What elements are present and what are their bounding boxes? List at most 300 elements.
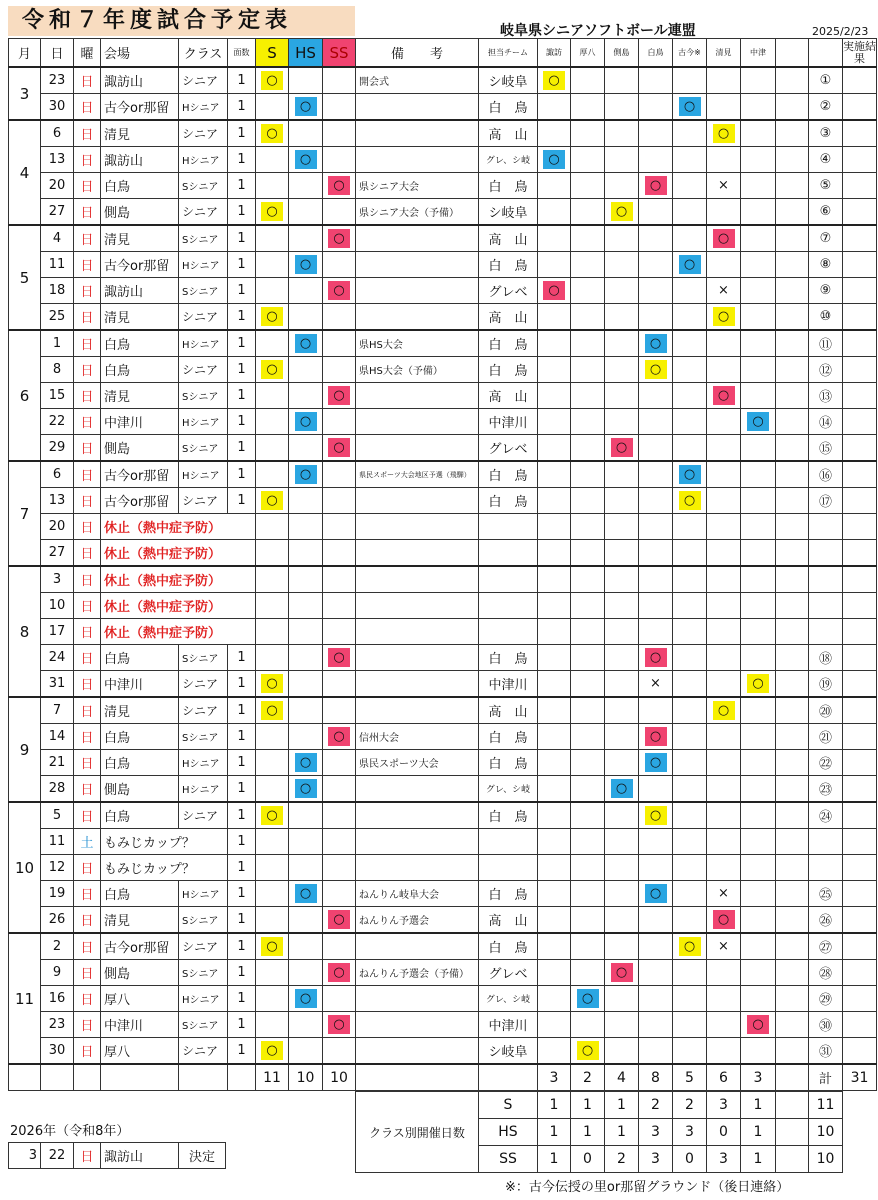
circle-mark-icon: ○ [261, 307, 283, 326]
venue-mark-cell [571, 435, 605, 462]
empty-cell [776, 645, 809, 671]
summary-value: 2 [605, 1146, 639, 1173]
venue-mark-cell [707, 225, 741, 252]
venue-mark-cell [538, 488, 571, 514]
venue-cell: 古今or那留 [101, 933, 179, 960]
empty-cell [776, 881, 809, 907]
class-s-cell [256, 67, 289, 94]
venue-mark-cell [707, 1012, 741, 1038]
weekday-cell: 日 [74, 933, 101, 960]
empty-cell [538, 619, 571, 645]
venue-mark-cell [741, 986, 776, 1012]
weekday-cell: 日 [74, 488, 101, 514]
game-number-cell: ⑨ [809, 278, 843, 304]
schedule-row [9, 986, 877, 1012]
venue-cell: 白鳥 [101, 724, 179, 750]
summary-total: 10 [809, 1146, 843, 1173]
empty-cell [673, 619, 707, 645]
venue-mark-cell [673, 907, 707, 934]
class-ss-cell [323, 776, 356, 803]
summary-class: SS [479, 1146, 538, 1173]
empty-cell [843, 540, 877, 567]
empty-cell [571, 829, 605, 855]
venue-mark-cell [639, 907, 673, 934]
day-cell: 6 [41, 461, 74, 488]
summary-value: 3 [707, 1092, 741, 1119]
circle-mark-icon: ○ [747, 674, 769, 693]
class-ss-cell [323, 802, 356, 829]
class-s-cell [256, 147, 289, 173]
schedule-row [9, 199, 877, 226]
circle-mark-icon: ○ [261, 491, 283, 510]
result-cell [843, 671, 877, 698]
class-cell: Hシニア [179, 409, 228, 435]
class-s-cell [256, 330, 289, 357]
empty-cell [228, 1064, 256, 1091]
class-s-cell [256, 225, 289, 252]
column-header [809, 39, 843, 68]
courts-cell: 1 [228, 697, 256, 724]
courts-cell: 1 [228, 802, 256, 829]
team-cell: 白 鳥 [479, 750, 538, 776]
class-s-cell [256, 933, 289, 960]
weekday-cell: 日 [74, 357, 101, 383]
class-ss-cell [323, 67, 356, 94]
empty-cell [673, 855, 707, 881]
venue-mark-cell [639, 383, 673, 409]
day-cell: 9 [41, 960, 74, 986]
class-hs-cell [289, 330, 323, 357]
column-header: SS [323, 39, 356, 68]
day-cell: 5 [41, 802, 74, 829]
circle-mark-icon: ○ [713, 910, 735, 929]
day-cell: 18 [41, 278, 74, 304]
game-number-cell: ⑯ [809, 461, 843, 488]
cross-mark-icon: × [718, 939, 729, 954]
venue-mark-cell [639, 645, 673, 671]
class-s-cell [256, 1038, 289, 1065]
venue-mark-cell [673, 67, 707, 94]
courts-cell: 1 [228, 173, 256, 199]
venue-mark-cell [707, 1038, 741, 1065]
summary-value: 3 [707, 1146, 741, 1173]
result-cell [843, 881, 877, 907]
day-cell: 21 [41, 750, 74, 776]
class-ss-cell [323, 750, 356, 776]
class-ss-cell [323, 252, 356, 278]
day-cell: 28 [41, 776, 74, 803]
class-ss-cell [323, 199, 356, 226]
class-hs-cell [289, 120, 323, 147]
empty-cell [323, 593, 356, 619]
circle-mark-icon: ○ [261, 360, 283, 379]
venue-mark-cell [605, 776, 639, 803]
class-cell: シニア [179, 357, 228, 383]
rest-note: 休止（熱中症予防） [101, 514, 256, 540]
circle-mark-icon: ○ [328, 963, 350, 982]
venue-mark-cell [741, 697, 776, 724]
empty-cell [289, 514, 323, 540]
result-cell [843, 986, 877, 1012]
schedule-row [9, 383, 877, 409]
total-label: 計 [809, 1064, 843, 1091]
column-header: 古今※ [673, 39, 707, 68]
empty-cell [776, 120, 809, 147]
empty-cell [776, 304, 809, 331]
result-cell [843, 120, 877, 147]
note-cell [356, 120, 479, 147]
game-number-cell: ⑤ [809, 173, 843, 199]
schedule-row [9, 645, 877, 671]
weekday-cell: 日 [74, 514, 101, 540]
class-cell: シニア [179, 199, 228, 226]
class-hs-cell [289, 225, 323, 252]
empty-cell [179, 1064, 228, 1091]
venue-cell: 厚八 [101, 986, 179, 1012]
result-cell [843, 724, 877, 750]
venue-cell: 古今or那留 [101, 94, 179, 121]
team-cell: 白 鳥 [479, 488, 538, 514]
venue-mark-cell [571, 94, 605, 121]
schedule-row [9, 278, 877, 304]
circle-mark-icon: ○ [328, 386, 350, 405]
venue-cell: 清見 [101, 697, 179, 724]
summary-value: 3 [639, 1146, 673, 1173]
venue-mark-cell [538, 645, 571, 671]
venue-mark-cell [707, 67, 741, 94]
empty-cell [776, 1119, 809, 1146]
note-cell [356, 1038, 479, 1065]
note-cell [356, 802, 479, 829]
class-cell: Hシニア [179, 252, 228, 278]
venue-cell: 中津川 [101, 409, 179, 435]
empty-cell [639, 855, 673, 881]
empty-cell [538, 829, 571, 855]
circle-mark-icon: ○ [713, 124, 735, 143]
circle-mark-icon: ○ [328, 281, 350, 300]
empty-cell [356, 855, 479, 881]
note-cell [356, 1012, 479, 1038]
venue-mark-cell [673, 225, 707, 252]
class-s-cell [256, 357, 289, 383]
empty-cell [101, 1064, 179, 1091]
day-cell: 23 [41, 67, 74, 94]
result-cell [843, 802, 877, 829]
venue-mark-cell [741, 907, 776, 934]
empty-cell [571, 514, 605, 540]
game-number-cell: ㉕ [809, 881, 843, 907]
venue-mark-cell [571, 802, 605, 829]
circle-mark-icon: ○ [645, 334, 667, 353]
class-hs-cell [289, 488, 323, 514]
class-s-cell [256, 776, 289, 803]
class-cell: Sシニア [179, 435, 228, 462]
venue-mark-cell [571, 67, 605, 94]
venue-mark-cell [741, 881, 776, 907]
day-cell: 11 [41, 829, 74, 855]
rest-note: 休止（熱中症予防） [101, 593, 256, 619]
circle-mark-icon: ○ [295, 412, 317, 431]
result-cell [843, 67, 877, 94]
result-cell [843, 488, 877, 514]
venue-mark-cell [741, 147, 776, 173]
venue-mark-cell [605, 488, 639, 514]
schedule-row [9, 855, 877, 881]
venue-mark-cell [741, 173, 776, 199]
class-ss-cell [323, 697, 356, 724]
venue-mark-cell [707, 933, 741, 960]
class-hs-cell [289, 199, 323, 226]
class-s-cell [256, 960, 289, 986]
schedule-row [9, 357, 877, 383]
venue-cell: 中津川 [101, 671, 179, 698]
venue-cell: 清見 [101, 304, 179, 331]
schedule-row [9, 514, 877, 540]
class-hs-cell [289, 671, 323, 698]
venue-mark-cell [741, 330, 776, 357]
day-cell: 8 [41, 357, 74, 383]
venue-mark-cell [639, 986, 673, 1012]
weekday-cell: 日 [74, 94, 101, 121]
empty-cell [741, 540, 776, 567]
venue-mark-cell [707, 199, 741, 226]
game-number-cell: ④ [809, 147, 843, 173]
venue-mark-cell [673, 120, 707, 147]
class-hs-cell [289, 461, 323, 488]
weekday-cell: 日 [74, 855, 101, 881]
team-cell: 高 山 [479, 120, 538, 147]
class-s-cell [256, 461, 289, 488]
result-cell [843, 409, 877, 435]
empty-cell [639, 540, 673, 567]
summary-value: 1 [571, 1092, 605, 1119]
courts-cell: 1 [228, 986, 256, 1012]
circle-mark-icon: ○ [261, 1041, 283, 1060]
day-cell: 13 [41, 147, 74, 173]
empty-cell [776, 933, 809, 960]
empty-cell [356, 619, 479, 645]
column-header: 側島 [605, 39, 639, 68]
empty-cell [289, 566, 323, 593]
venue-mark-cell [639, 960, 673, 986]
empty-cell [843, 829, 877, 855]
schedule-row [9, 881, 877, 907]
courts-cell: 1 [228, 199, 256, 226]
weekday-cell: 日 [74, 619, 101, 645]
summary-value: 0 [673, 1146, 707, 1173]
day-cell: 29 [41, 435, 74, 462]
weekday-cell: 日 [74, 1143, 101, 1169]
team-cell: グレ、シ岐 [479, 986, 538, 1012]
team-cell: 白 鳥 [479, 94, 538, 121]
venue-mark-cell [673, 199, 707, 226]
class-s-cell [256, 488, 289, 514]
empty-cell [707, 593, 741, 619]
courts-cell: 1 [228, 907, 256, 934]
class-ss-cell [323, 881, 356, 907]
venue-cell: 白鳥 [101, 750, 179, 776]
day-cell: 30 [41, 1038, 74, 1065]
empty-cell [256, 540, 289, 567]
venue-cell: 古今or那留 [101, 461, 179, 488]
day-cell: 13 [41, 488, 74, 514]
venue-mark-cell [673, 94, 707, 121]
empty-cell [776, 461, 809, 488]
schedule-row [9, 147, 877, 173]
venue-cell: 白鳥 [101, 173, 179, 199]
weekday-cell: 土 [74, 829, 101, 855]
empty-cell [776, 566, 809, 593]
venue-mark-cell [741, 435, 776, 462]
summary-value: 1 [605, 1119, 639, 1146]
class-cell: シニア [179, 120, 228, 147]
weekday-cell: 日 [74, 330, 101, 357]
circle-mark-icon: ○ [611, 438, 633, 457]
class-hs-cell [289, 960, 323, 986]
class-s-cell [256, 671, 289, 698]
empty-cell [809, 829, 843, 855]
team-cell: 中津川 [479, 671, 538, 698]
header-row [9, 39, 877, 68]
venue-total: 4 [605, 1064, 639, 1091]
class-ss-cell [323, 724, 356, 750]
team-cell: 白 鳥 [479, 252, 538, 278]
venue-mark-cell [538, 724, 571, 750]
schedule-row [9, 750, 877, 776]
empty-cell [809, 619, 843, 645]
weekday-cell: 日 [74, 960, 101, 986]
venue-mark-cell [673, 147, 707, 173]
weekday-cell: 日 [74, 671, 101, 698]
empty-cell [639, 619, 673, 645]
class-hs-cell [289, 173, 323, 199]
venue-mark-cell [673, 383, 707, 409]
note-cell [356, 147, 479, 173]
venue-mark-cell [707, 671, 741, 698]
venue-mark-cell [538, 278, 571, 304]
circle-mark-icon: ○ [645, 806, 667, 825]
schedule-row [9, 566, 877, 593]
empty-cell [605, 619, 639, 645]
venue-cell: 諏訪山 [101, 147, 179, 173]
summary-total: 10 [809, 1119, 843, 1146]
venue-mark-cell [605, 94, 639, 121]
team-cell: シ岐阜 [479, 1038, 538, 1065]
venue-mark-cell [673, 697, 707, 724]
circle-mark-icon: ○ [747, 412, 769, 431]
result-cell [843, 304, 877, 331]
circle-mark-icon: ○ [295, 150, 317, 169]
team-cell: グレベ [479, 435, 538, 462]
weekday-cell: 日 [74, 383, 101, 409]
venue-cell: 側島 [101, 960, 179, 986]
courts-cell: 1 [228, 881, 256, 907]
venue-mark-cell [571, 907, 605, 934]
circle-mark-icon: ○ [611, 779, 633, 798]
class-summary-table [355, 1091, 843, 1173]
courts-cell: 1 [228, 671, 256, 698]
empty-cell [538, 855, 571, 881]
empty-cell [673, 593, 707, 619]
venue-mark-cell [605, 986, 639, 1012]
empty-cell [538, 566, 571, 593]
class-cell: Hシニア [179, 881, 228, 907]
empty-cell [776, 776, 809, 803]
month-cell: 10 [9, 802, 41, 933]
venue-mark-cell [538, 750, 571, 776]
note-cell [356, 986, 479, 1012]
venue-mark-cell [707, 461, 741, 488]
class-hs-cell [289, 1012, 323, 1038]
day-cell: 17 [41, 619, 74, 645]
empty-cell [323, 540, 356, 567]
venue-mark-cell [741, 776, 776, 803]
venue-mark-cell [538, 1038, 571, 1065]
class-cell: シニア [179, 304, 228, 331]
circle-mark-icon: ○ [577, 989, 599, 1008]
class-ss-cell [323, 225, 356, 252]
circle-mark-icon: ○ [611, 963, 633, 982]
empty-cell [776, 697, 809, 724]
game-number-cell: ⑬ [809, 383, 843, 409]
total-hs: 10 [289, 1064, 323, 1091]
next-year-label: 2026年（令和8年） [10, 1124, 130, 1139]
empty-cell [605, 855, 639, 881]
empty-cell [256, 566, 289, 593]
class-cell: Hシニア [179, 461, 228, 488]
grand-total: 31 [843, 1064, 877, 1091]
venue-mark-cell [605, 933, 639, 960]
class-s-cell [256, 750, 289, 776]
venue-mark-cell [707, 960, 741, 986]
venue-mark-cell [605, 120, 639, 147]
note-cell [356, 225, 479, 252]
day-cell: 30 [41, 94, 74, 121]
class-cell: Hシニア [179, 94, 228, 121]
result-cell [843, 199, 877, 226]
venue-mark-cell [639, 488, 673, 514]
venue-mark-cell [605, 225, 639, 252]
venue-mark-cell [639, 278, 673, 304]
weekday-cell: 日 [74, 724, 101, 750]
class-hs-cell [289, 645, 323, 671]
empty-cell [639, 829, 673, 855]
venue-mark-cell [538, 986, 571, 1012]
circle-mark-icon: ○ [261, 701, 283, 720]
weekday-cell: 日 [74, 540, 101, 567]
venue-cell: 厚八 [101, 1038, 179, 1065]
courts-cell: 1 [228, 120, 256, 147]
circle-mark-icon: ○ [645, 648, 667, 667]
weekday-cell: 日 [74, 252, 101, 278]
venue-mark-cell [673, 252, 707, 278]
class-ss-cell [323, 907, 356, 934]
result-cell [843, 461, 877, 488]
team-cell: 白 鳥 [479, 330, 538, 357]
venue-mark-cell [571, 278, 605, 304]
empty-cell [673, 829, 707, 855]
empty-cell [673, 540, 707, 567]
result-cell [843, 435, 877, 462]
circle-mark-icon: ○ [543, 281, 565, 300]
day-cell: 4 [41, 225, 74, 252]
empty-cell [809, 514, 843, 540]
empty-cell [776, 619, 809, 645]
class-hs-cell [289, 147, 323, 173]
venue-cell: 白鳥 [101, 881, 179, 907]
venue-mark-cell [741, 383, 776, 409]
venue-mark-cell [707, 147, 741, 173]
